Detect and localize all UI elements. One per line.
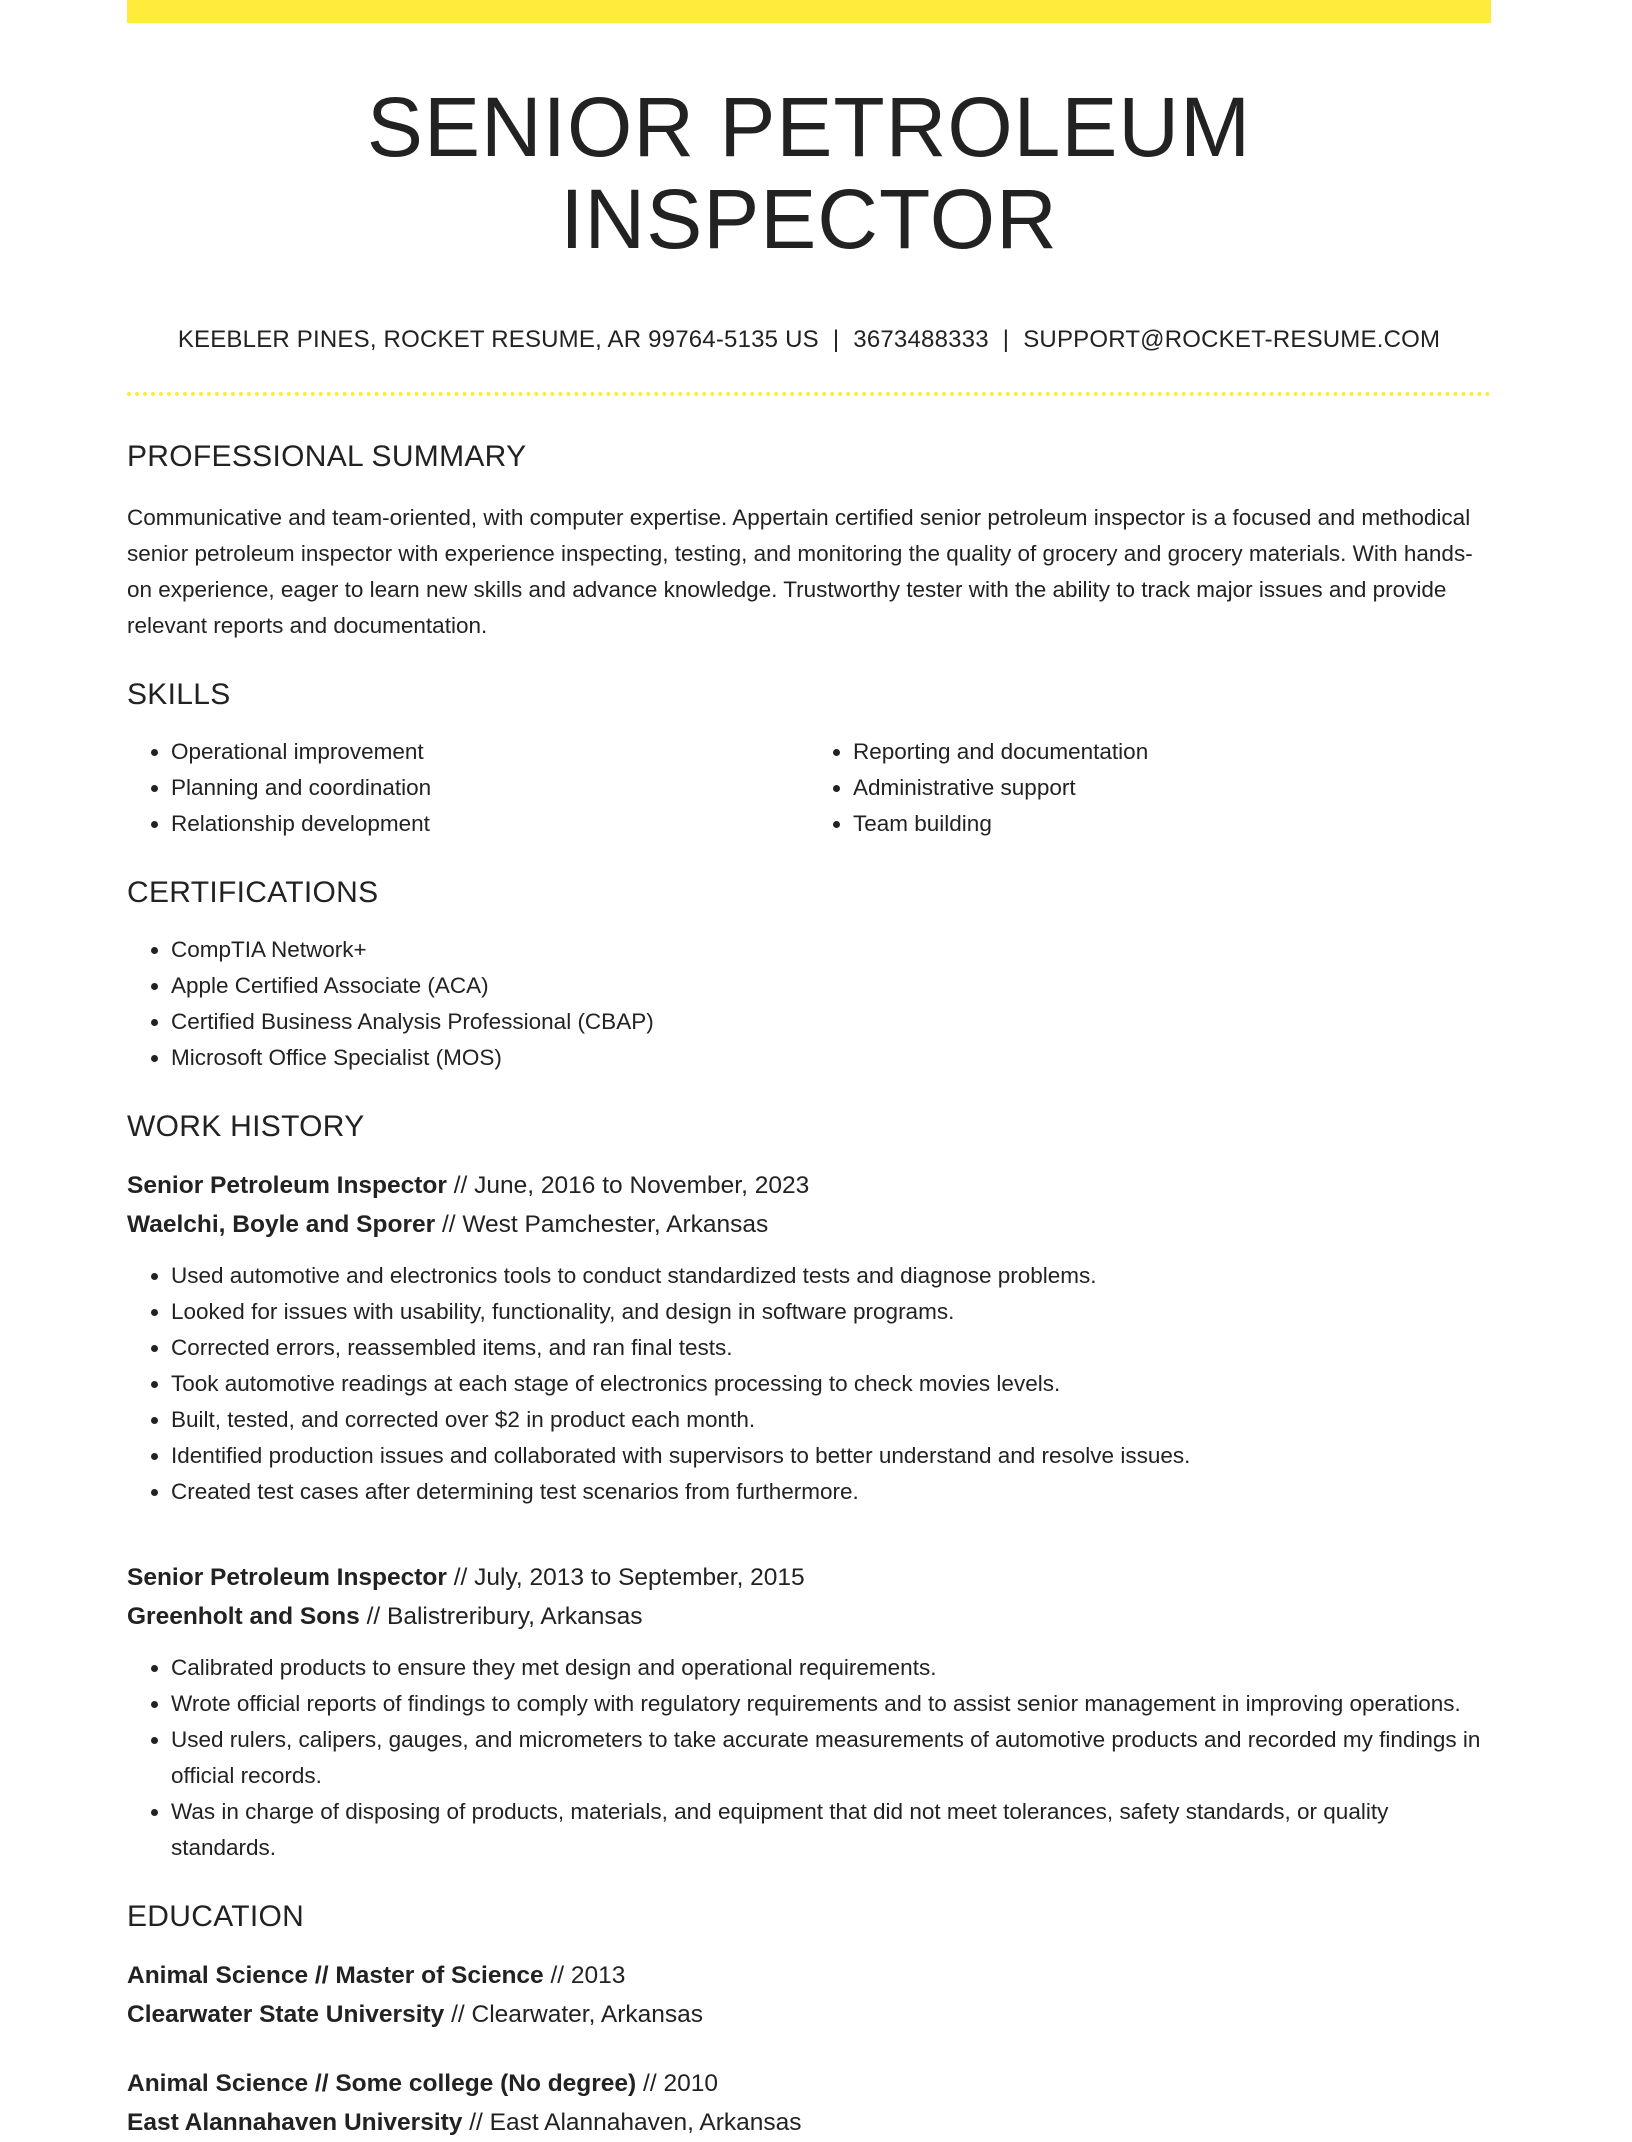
education-location: // East Alannahaven, Arkansas: [462, 2108, 802, 2136]
job-bullet: • Identified production issues and collaborated with supervisors to better understand and resolve issues.: [171, 1438, 1491, 1474]
resume-page: [127, 0, 1491, 2142]
job-dates: // June, 2016 to November, 2023: [446, 1171, 810, 1199]
certifications-list: [127, 932, 1491, 1076]
work-history-heading: WORK HISTORY: [127, 1109, 365, 1143]
job-bullet: • Used rulers, calipers, gauges, and micrometers to take accurate measurements of automotive products and recorded my findings in official records.: [171, 1722, 1491, 1794]
contact-separator: |: [832, 325, 840, 353]
job-bullet: • Used automotive and electronics tools to conduct standardized tests and diagnose problems.: [171, 1258, 1491, 1294]
skill-item: • Operational improvement: [171, 734, 809, 770]
certification-item: • CompTIA Network+: [171, 932, 1491, 968]
skill-item: • Planning and coordination: [171, 770, 809, 806]
top-accent-bar: [127, 0, 1491, 23]
contact-address: KEEBLER PINES, ROCKET RESUME, AR 99764-5135 US: [177, 325, 819, 353]
skills-columns: [127, 734, 1491, 842]
job-bullet: • Corrected errors, reassembled items, and ran final tests.: [171, 1330, 1491, 1366]
job-bullet: • Wrote official reports of findings to comply with regulatory requirements and to assist senior management in improving operations.: [171, 1686, 1491, 1722]
contact-line: [127, 326, 1491, 354]
job-bullet: • Was in charge of disposing of products, materials, and equipment that did not meet tolerances, safety standards, or quality standards.: [171, 1794, 1491, 1866]
skill-item: • Team building: [853, 806, 1491, 842]
certification-item: • Certified Business Analysis Professional (CBAP): [171, 1004, 1491, 1040]
certifications-heading: CERTIFICATIONS: [127, 875, 379, 909]
education-entry: [127, 2064, 1491, 2142]
education-entry: [127, 1956, 1491, 2034]
contact-phone: 3673488333: [853, 325, 989, 353]
skill-item: • Relationship development: [171, 806, 809, 842]
work-history-section: [127, 1110, 1491, 1866]
education-school-line: [127, 1995, 1491, 2034]
skills-list-left: [127, 734, 809, 842]
summary-text: Communicative and team-oriented, with computer expertise. Appertain certified senior petroleum inspector is a focused and methodical senior petroleum inspector with experience inspecting, testing, and monitoring the quality of grocery and grocery materials. With hands-on experience, eager to learn new skills and advance knowledge. Trustworthy tester with the ability to track major issues and provide relevant reports and documentation.: [127, 504, 1473, 638]
job-bullets: [127, 1650, 1491, 1866]
skill-item: • Administrative support: [853, 770, 1491, 806]
education-degree-line: [127, 2064, 1491, 2103]
job-bullet: • Looked for issues with usability, functionality, and design in software programs.: [171, 1294, 1491, 1330]
skill-item: • Reporting and documentation: [853, 734, 1491, 770]
job-entry: [127, 1166, 1491, 1510]
certification-item: • Apple Certified Associate (ACA): [171, 968, 1491, 1004]
job-company: Greenholt and Sons: [127, 1602, 360, 1630]
job-company-line: [127, 1597, 1491, 1636]
education-section: [127, 1900, 1491, 2142]
education-year: // 2010: [636, 2069, 718, 2097]
job-title: Senior Petroleum Inspector: [127, 1563, 447, 1591]
summary-section: [127, 440, 1491, 644]
job-bullet: • Created test cases after determining test scenarios from furthermore.: [171, 1474, 1491, 1510]
summary-heading: PROFESSIONAL SUMMARY: [127, 439, 527, 473]
job-title: Senior Petroleum Inspector: [127, 1171, 447, 1199]
job-bullet: • Took automotive readings at each stage of electronics processing to check movies levels.: [171, 1366, 1491, 1402]
education-degree: Animal Science // Master of Science: [127, 1961, 544, 1989]
contact-email: SUPPORT@ROCKET-RESUME.COM: [1023, 325, 1441, 353]
education-year: // 2013: [543, 1961, 626, 1989]
education-school: Clearwater State University: [127, 2000, 445, 2028]
job-bullet: • Calibrated products to ensure they met design and operational requirements.: [171, 1650, 1491, 1686]
contact-separator: |: [1002, 325, 1010, 353]
education-heading: EDUCATION: [127, 1899, 305, 1933]
certification-item: • Microsoft Office Specialist (MOS): [171, 1040, 1491, 1076]
job-bullets: [127, 1258, 1491, 1510]
job-bullet: • Built, tested, and corrected over $2 in product each month.: [171, 1402, 1491, 1438]
education-degree: Animal Science // Some college (No degree): [127, 2069, 637, 2097]
job-location: // Balistreribury, Arkansas: [359, 1602, 643, 1630]
job-title-line: [127, 1558, 1491, 1597]
dotted-divider: [127, 392, 1491, 396]
skills-heading: SKILLS: [127, 677, 231, 711]
education-location: // Clearwater, Arkansas: [444, 2000, 704, 2028]
job-company: Waelchi, Boyle and Sporer: [127, 1210, 436, 1238]
job-location: // West Pamchester, Arkansas: [435, 1210, 769, 1238]
education-degree-line: [127, 1956, 1491, 1995]
job-entry: [127, 1558, 1491, 1866]
education-school-line: [127, 2103, 1491, 2142]
job-dates: // July, 2013 to September, 2015: [446, 1563, 805, 1591]
education-school: East Alannahaven University: [127, 2108, 463, 2136]
job-company-line: [127, 1205, 1491, 1244]
skills-section: [127, 678, 1491, 842]
resume-name-title: SENIOR PETROLEUM INSPECTOR: [366, 80, 1252, 267]
certifications-section: [127, 876, 1491, 1076]
job-title-line: [127, 1166, 1491, 1205]
skills-list-right: [809, 734, 1491, 842]
